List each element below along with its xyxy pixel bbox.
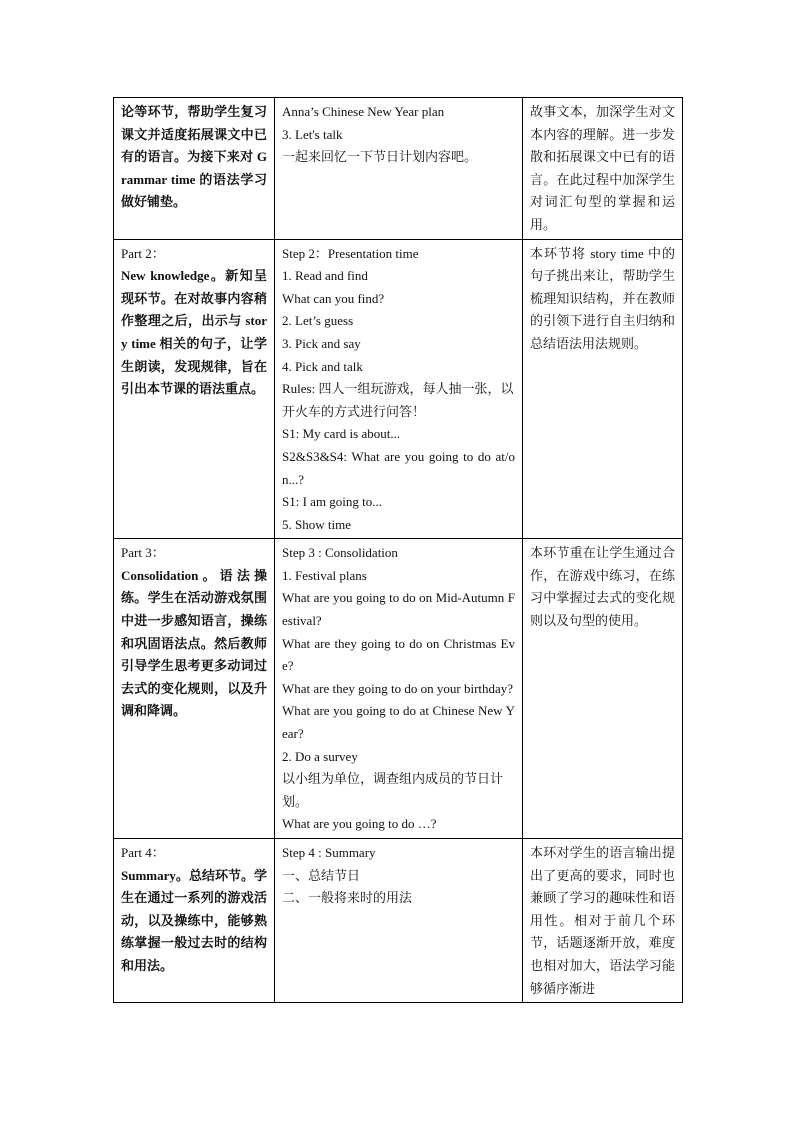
step-line: What are they going to do on your birthday? <box>282 680 514 696</box>
step-line: 一起来回忆一下节日计划内容吧。 <box>282 149 478 165</box>
step-line: What can you find? <box>282 290 385 306</box>
step-line: 3. Let's talk <box>282 126 343 142</box>
step-line: 一、总结节日 <box>282 867 361 883</box>
step-line: 5. Show time <box>282 516 351 532</box>
steps-cell <box>275 98 523 240</box>
purpose-text: 本环节将 story time 中的句子挑出来让，帮助学生梳理知识结构，并在教师的引领下进行自主归纳和总结语法用法规则。 <box>530 245 675 351</box>
part-cell <box>114 98 275 240</box>
step-line: Step 3 : Consolidation <box>282 545 398 561</box>
purpose-cell <box>523 239 683 539</box>
step-line: 1. Read and find <box>282 268 368 284</box>
steps-cell <box>275 239 523 539</box>
step-line: What are you going to do at Chinese New Year? <box>282 703 515 742</box>
part-heading: Part 3： <box>121 545 165 561</box>
part-description: New knowledge。新知呈现环节。在对故事内容稍作整理之后，出示与 story time 相关的句子，让学生朗读，发现规律，旨在引出本节课的语法重点。 <box>121 268 267 397</box>
step-line: Anna’s Chinese New Year plan <box>282 104 445 119</box>
step-line: 2. Let’s guess <box>282 313 354 329</box>
lesson-plan-table <box>113 97 683 1003</box>
part-description: Summary。总结环节。学生在通过一系列的游戏活动，以及操练中，能够熟练掌握一般过去时的结构和用法。 <box>121 867 267 973</box>
part-description: 论等环节，帮助学生复习课文并适度拓展课文中已有的语言。为接下来对 Grammar time 的语法学习做好铺垫。 <box>121 104 267 210</box>
step-line: 3. Pick and say <box>282 335 361 351</box>
step-line: Step 4 : Summary <box>282 845 376 860</box>
purpose-text: 本环对学生的语言输出提出了更高的要求，同时也兼顾了学习的趣味性和语用性。相对于前几个环节，话题逐渐开放，难度也相对加大，语法学习能够循序渐进 <box>530 845 675 996</box>
step-line: 2. Do a survey <box>282 748 358 764</box>
step-line: Step 2：Presentation time <box>282 245 419 261</box>
steps-cell <box>275 539 523 839</box>
purpose-cell <box>523 839 683 1003</box>
part-description: Consolidation。语法操练。学生在活动游戏氛围中进一步感知语言，操练和巩固语法点。然后教师引导学生思考更多动词过去式的变化规则，以及升调和降调。 <box>121 567 267 719</box>
step-line: What are they going to do on Christmas Eve? <box>282 635 515 674</box>
table-row <box>114 539 683 839</box>
step-line: 4. Pick and talk <box>282 358 363 374</box>
table-row <box>114 839 683 1003</box>
part-cell <box>114 839 275 1003</box>
step-line: What are you going to do on Mid-Autumn Festival? <box>282 590 515 629</box>
table-row <box>114 239 683 539</box>
step-line: Rules: 四人一组玩游戏，每人抽一张，以开火车的方式进行问答！ <box>282 381 514 419</box>
purpose-cell <box>523 98 683 240</box>
table-row <box>114 98 683 240</box>
step-line: What are you going to do …? <box>282 816 437 832</box>
part-heading: Part 4： <box>121 845 165 860</box>
part-cell <box>114 239 275 539</box>
purpose-cell <box>523 539 683 839</box>
part-cell <box>114 539 275 839</box>
step-line: S1: I am going to... <box>282 494 383 510</box>
step-line: 二、一般将来时的用法 <box>282 890 413 906</box>
part-heading: Part 2： <box>121 245 165 261</box>
step-line: 1. Festival plans <box>282 567 367 583</box>
steps-cell <box>275 839 523 1003</box>
purpose-text: 故事文本，加深学生对文本内容的理解。进一步发散和拓展课文中已有的语言。在此过程中加深学生对词汇句型的掌握和运用。 <box>530 104 675 232</box>
step-line: S1: My card is about... <box>282 426 401 442</box>
step-line: S2&S3&S4: What are you going to do at/on...? <box>282 448 515 487</box>
purpose-text: 本环节重在让学生通过合作，在游戏中练习，在练习中掌握过去式的变化规则以及句型的使用。 <box>530 545 675 629</box>
step-line: 以小组为单位，调查组内成员的节日计划。 <box>282 771 504 809</box>
